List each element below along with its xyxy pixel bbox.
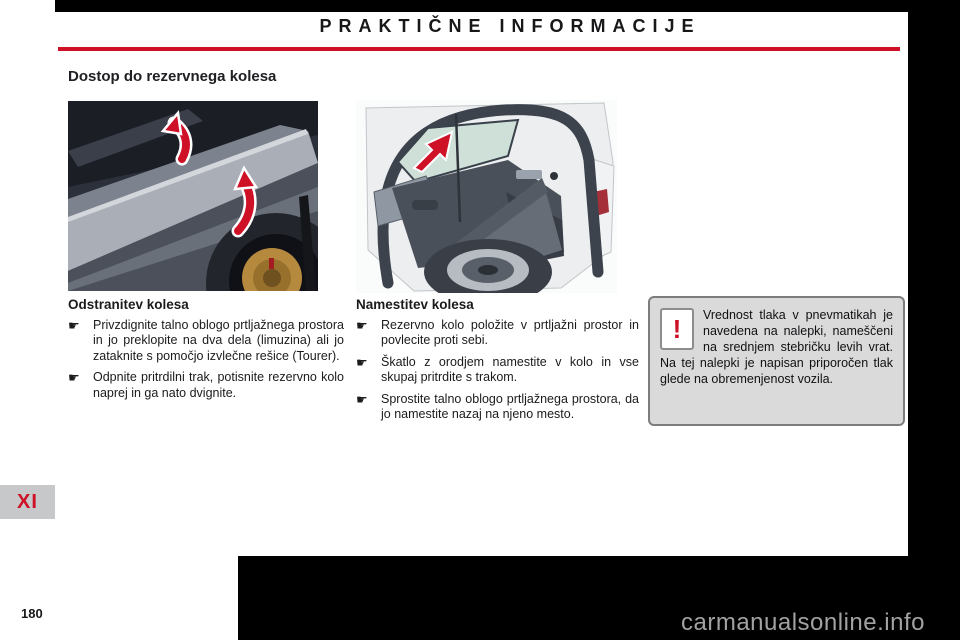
column-removal (68, 297, 344, 407)
refitting-steps (356, 318, 639, 423)
section-title: Dostop do rezervnega kolesa (68, 68, 277, 85)
list-item (68, 370, 344, 401)
pointer-bullet-icon: ☛ (68, 317, 80, 333)
header-red-rule (58, 47, 900, 51)
list-item (356, 392, 639, 423)
chapter-header: PRAKTIČNE INFORMACIJE (319, 16, 701, 36)
tourer-boot-image (356, 100, 617, 293)
step-text: Škatlo z orodjem namestite v kolo in vse skupaj pritrdite s trakom. (381, 354, 639, 384)
step-text: Sprostite talno oblogo prtljažnega prostora, da jo namestite nazaj na njeno mesto. (381, 391, 639, 421)
warning-exclamation-icon: ! (660, 308, 694, 350)
pointer-bullet-icon: ☛ (356, 354, 368, 370)
right-margin-band (908, 0, 960, 640)
boot-floor-lift-illustration (68, 101, 318, 291)
pointer-bullet-icon: ☛ (356, 391, 368, 407)
step-text: Odpnite pritrdilni trak, potisnite rezervno kolo naprej in ga nato dvignite. (93, 370, 344, 400)
tourer-boot-illustration (356, 100, 617, 293)
removal-heading: Odstranitev kolesa (68, 297, 189, 312)
refitting-heading: Namestitev kolesa (356, 297, 474, 312)
column-refitting (356, 297, 639, 429)
list-item (356, 355, 639, 386)
page-number: 180 (21, 606, 43, 621)
pointer-bullet-icon: ☛ (68, 370, 80, 385)
list-item (356, 318, 639, 349)
list-item (68, 318, 344, 365)
tyre-pressure-warning-box (648, 296, 905, 426)
step-text: Privzdignite talno oblogo prtljažnega prostora in jo preklopite na dva dela (limuzina) ali jo zataknite s pomočjo izvlečne rešice (Tourer). (93, 317, 344, 363)
chapter-tab: XI (0, 485, 55, 519)
step-text: Rezervno kolo položite v prtljažni prostor in povlecite proti sebi. (381, 317, 639, 347)
pointer-bullet-icon: ☛ (356, 317, 368, 333)
warning-text: Vrednost tlaka v pnevmatikah je navedena na nalepki, nameščeni na srednjem stebričku levih vrat. Na tej nalepki je napisan priporočen tlak glede na obremenjenost vozila. (660, 308, 893, 386)
watermark-text: carmanualsonline.info (681, 609, 925, 636)
top-margin-band (55, 0, 960, 12)
removal-steps (68, 318, 344, 402)
boot-floor-lift-image (68, 101, 318, 291)
